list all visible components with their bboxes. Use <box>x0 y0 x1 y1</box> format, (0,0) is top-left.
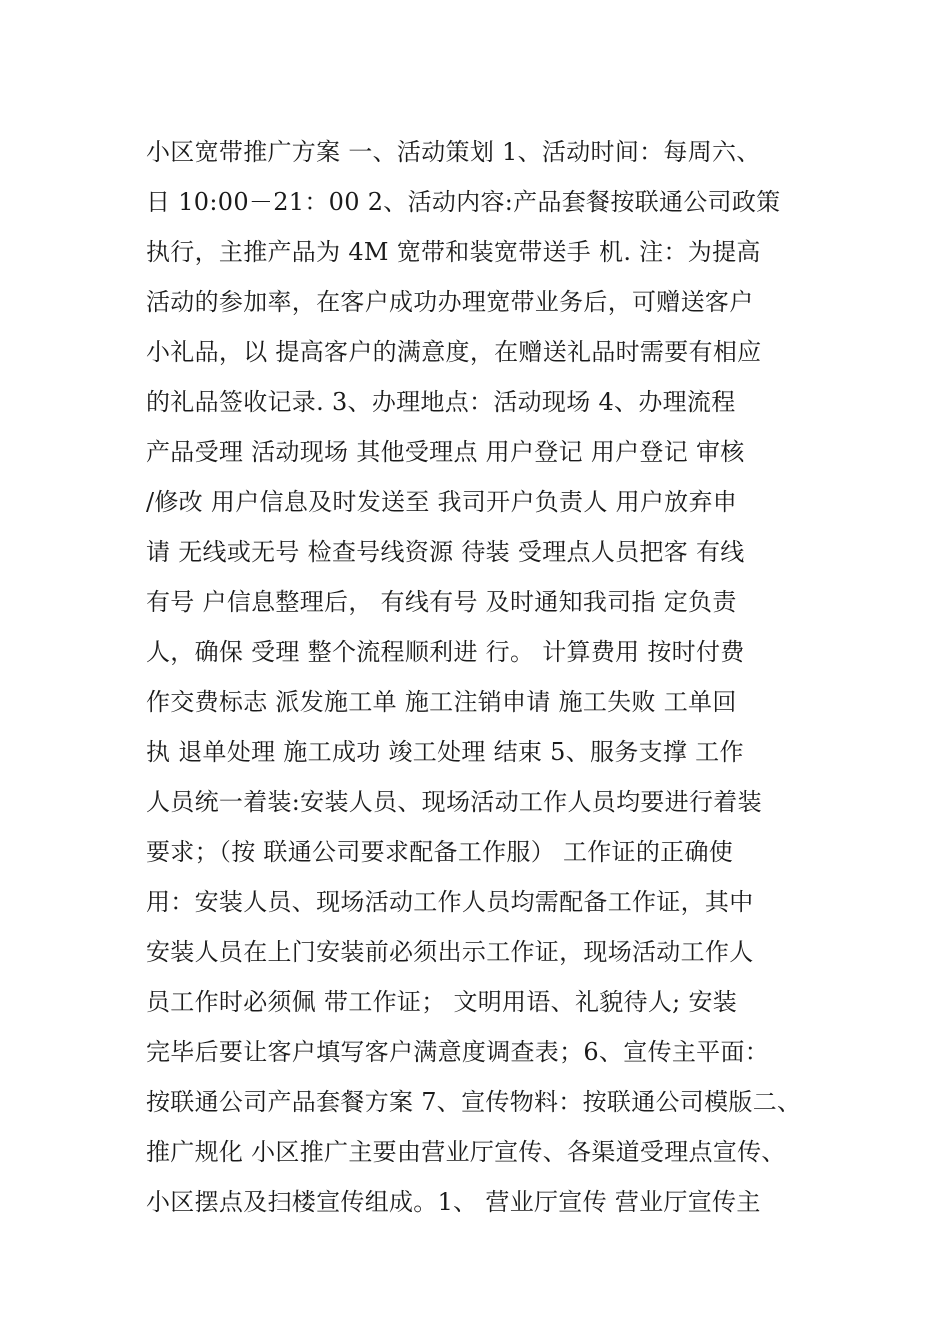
text-line: 执行，主推产品为 4M 宽带和装宽带送手 机. 注：为提高 <box>146 238 761 266</box>
text-line: 执 退单处理 施工成功 竣工处理 结束 5、服务支撑 工作 <box>146 738 744 766</box>
text-line: 要求；（按 联通公司要求配备工作服） 工作证的正确使 <box>146 838 734 866</box>
body-text <box>146 127 826 1227</box>
text-line: 用：安装人员、现场活动工作人员均需配备工作证，其中 <box>146 888 754 916</box>
text-line: 日 10:00－21：00 2、活动内容:产品套餐按联通公司政策 <box>146 188 781 216</box>
text-line: 人员统一着装:安装人员、现场活动工作人员均要进行着装 <box>146 788 762 816</box>
text-line: 人，确保 受理 整个流程顺利进 行。 计算费用 按时付费 <box>146 638 745 666</box>
text-line: 活动的参加率，在客户成功办理宽带业务后，可赠送客户 <box>146 288 754 316</box>
text-line: 作交费标志 派发施工单 施工注销申请 施工失败 工单回 <box>146 688 737 716</box>
text-line: 小礼品，以 提高客户的满意度，在赠送礼品时需要有相应 <box>146 338 762 366</box>
text-line: 小区宽带推广方案 一、活动策划 1、活动时间：每周六、 <box>146 138 761 166</box>
text-line: 产品受理 活动现场 其他受理点 用户登记 用户登记 审核 <box>146 438 745 466</box>
text-line: 推广规化 小区推广主要由营业厅宣传、各渠道受理点宣传、 <box>146 1138 786 1166</box>
text-line: 请 无线或无号 检查号线资源 待装 受理点人员把客 有线 <box>146 538 745 566</box>
text-line: 完毕后要让客户填写客户满意度调查表；6、宣传主平面： <box>146 1038 770 1066</box>
text-line: 小区摆点及扫楼宣传组成。1、 营业厅宣传 营业厅宣传主 <box>146 1188 761 1216</box>
text-line: 按联通公司产品套餐方案 7、宣传物料：按联通公司模版二、 <box>146 1088 802 1116</box>
text-line: /修改 用户信息及时发送至 我司开户负责人 用户放弃申 <box>146 488 738 516</box>
text-line: 安装人员在上门安装前必须出示工作证，现场活动工作人 <box>146 938 754 966</box>
text-line: 有号 户信息整理后， 有线有号 及时通知我司指 定负责 <box>146 588 737 616</box>
text-line: 的礼品签收记录. 3、办理地点：活动现场 4、办理流程 <box>146 388 736 416</box>
text-line: 员工作时必须佩 带工作证； 文明用语、礼貌待人; 安装 <box>146 988 738 1016</box>
